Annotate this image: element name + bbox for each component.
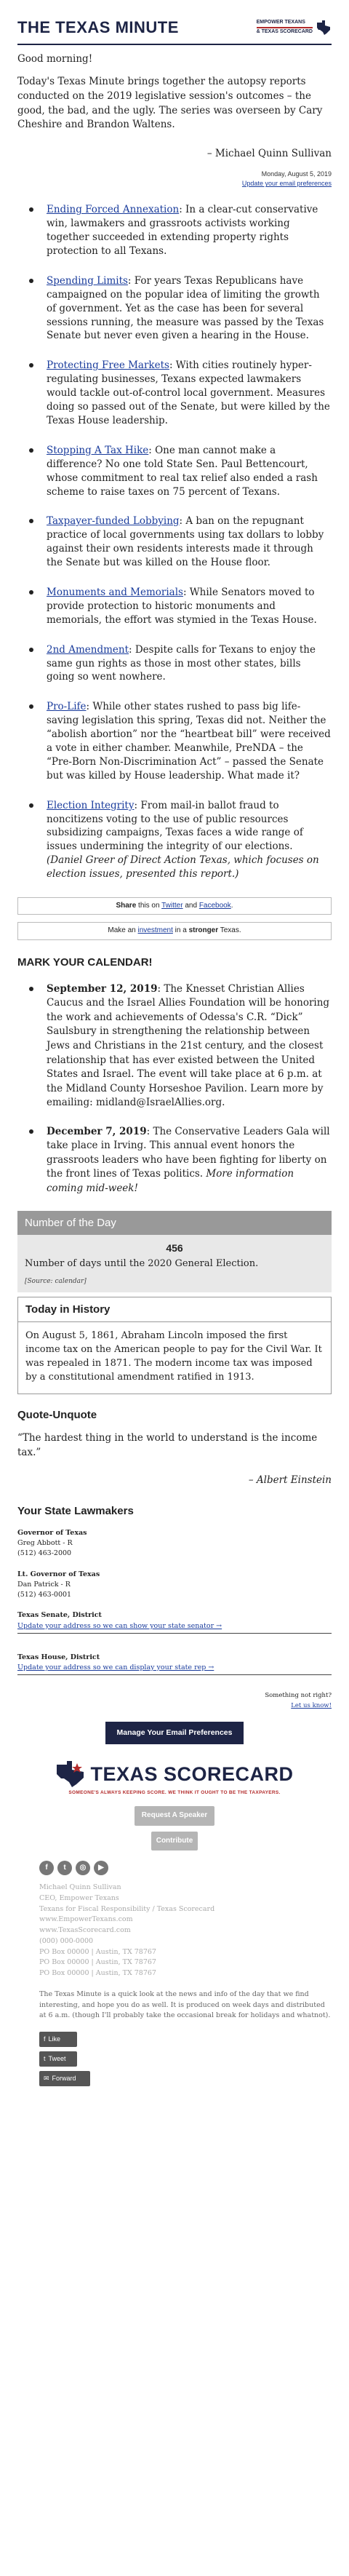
forward-button[interactable] bbox=[39, 2071, 90, 2086]
invest-mid: in a bbox=[172, 926, 189, 935]
greeting: Good morning! bbox=[17, 52, 93, 65]
intro bbox=[0, 45, 349, 188]
senate-title: Texas Senate, District bbox=[17, 1611, 102, 1620]
house-divider bbox=[17, 1674, 332, 1675]
today-in-history bbox=[17, 1297, 332, 1394]
calendar-events bbox=[17, 982, 332, 1196]
contact-line: Michael Quinn Sullivan bbox=[39, 1883, 121, 1892]
facebook-icon[interactable]: f bbox=[39, 1861, 54, 1875]
twitter-icon[interactable]: t bbox=[57, 1861, 72, 1875]
brand-wordmark: TEXAS SCORECARD bbox=[90, 1762, 294, 1785]
news-item bbox=[17, 514, 332, 570]
manage-preferences-button[interactable]: Manage Your Email Preferences bbox=[105, 1722, 244, 1744]
event-date: September 12, 2019 bbox=[47, 982, 158, 995]
texas-map-icon bbox=[55, 1760, 86, 1788]
bullet-icon bbox=[29, 648, 33, 652]
news-item-text: : For years Texas Republicans have campaigned on the popular idea of limiting the growth of government. Yet as the case has been for several sessions running, the measure was passed by the Texas Senate but never even given a hearing in the House. bbox=[47, 274, 324, 342]
invest-box bbox=[17, 922, 332, 940]
texas-map-icon bbox=[316, 20, 332, 36]
intro-body: Today's Texas Minute brings together the autopsy reports conducted on the 2019 legislative session's outcomes – the good, the bad, and the ugly. The series was overseen by Cary Cheshire and Brandon Waltens. bbox=[17, 76, 323, 131]
news-item-link[interactable]: 2nd Amendment bbox=[47, 643, 129, 656]
governor-block bbox=[17, 1528, 332, 1559]
house-update-link[interactable]: Update your address so we can display your state rep → bbox=[17, 1663, 214, 1672]
lt-governor-title: Lt. Governor of Texas bbox=[17, 1570, 100, 1578]
contact-line: Texans for Fiscal Responsibility / Texas Scorecard bbox=[39, 1904, 215, 1913]
lt-governor-block bbox=[17, 1570, 332, 1601]
about-blurb: The Texas Minute is a quick look at the news and info of the day that we find interesting, and hope you do as well. It is produced on week days and distributed at 6 a.m. (though I'll probably take the occasional break for holidays and whatnot). bbox=[39, 1989, 331, 2020]
twitter-link[interactable]: Twitter bbox=[161, 901, 183, 910]
news-item-link[interactable]: Protecting Free Markets bbox=[47, 359, 169, 372]
event-note: More information coming mid-week! bbox=[47, 1168, 294, 1195]
bullet-icon bbox=[29, 1129, 33, 1134]
invest-pre: Make an bbox=[108, 926, 138, 935]
tweet-label: Tweet bbox=[48, 2055, 66, 2062]
share-and: and bbox=[182, 901, 199, 910]
history-text: On August 5, 1861, Abraham Lincoln imposed the first income tax on the American people to pay for the Civil War. It was repealed in 1871. The modern income tax was imposed by a constitutional amendment ratified in 1913. bbox=[25, 1330, 322, 1383]
logo-line-1: EMPOWER TEXANS bbox=[256, 20, 305, 25]
social-icons bbox=[0, 1850, 349, 1875]
news-item-text: : From mail-in ballot fraud to noncitizens voting to the use of public resources subsidizing campaigns, Texas faces a wide range of issues undermining the integrity of our elections. bbox=[47, 799, 303, 853]
governor-phone: (512) 463-2000 bbox=[17, 1549, 72, 1558]
invest-bold: stronger bbox=[188, 926, 219, 935]
email-preferences-link[interactable]: Update your email preferences bbox=[241, 180, 332, 188]
news-item bbox=[17, 586, 332, 627]
contact-line: www.TexasScorecard.com bbox=[39, 1926, 131, 1935]
news-item-text: : Despite calls for Texans to enjoy the same gun rights as those in most other states, bills going so went nowhere. bbox=[47, 643, 316, 683]
news-item-text: : While other states rushed to pass big life-saving legislation this spring, Texas did not. Neither the “abolish abortion” nor the “heartbeat bill” were received a vote in either chamber. Meanwhile, PreNDA – the “Pre-Born Non-Discrimination Act” – passed the Senate but was killed by House leadership. What made it? bbox=[47, 701, 331, 782]
news-item-note: (Daniel Greer of Direct Action Texas, which focuses on election issues, presented this report.) bbox=[47, 854, 319, 880]
share-box bbox=[17, 897, 332, 915]
newsletter-title: THE TEXAS MINUTE bbox=[17, 18, 179, 36]
contact-line: PO Box 00000 | Austin, TX 78767 bbox=[39, 1947, 156, 1956]
contact-line: www.EmpowerTexans.com bbox=[39, 1915, 133, 1924]
issue-date: Monday, August 5, 2019 bbox=[261, 170, 332, 178]
house-title: Texas House, District bbox=[17, 1653, 100, 1661]
contact-line: CEO, Empower Texans bbox=[39, 1894, 119, 1903]
news-item-link[interactable]: Spending Limits bbox=[47, 274, 128, 287]
lt-governor-phone: (512) 463-0001 bbox=[17, 1591, 72, 1599]
news-item-link[interactable]: Pro-Life bbox=[47, 701, 87, 713]
number-of-the-day bbox=[17, 1211, 332, 1292]
masthead bbox=[17, 0, 332, 45]
news-item-link[interactable]: Election Integrity bbox=[47, 799, 135, 811]
twitter-icon: t bbox=[44, 2055, 46, 2062]
calendar-heading: MARK YOUR CALENDAR! bbox=[17, 955, 153, 969]
bullet-icon bbox=[29, 987, 33, 991]
feedback-link[interactable]: Let us know! bbox=[291, 1701, 332, 1709]
calendar-event bbox=[17, 1125, 332, 1196]
bullet-icon bbox=[29, 448, 33, 453]
news-item bbox=[17, 700, 332, 782]
senate-update-link[interactable]: Update your address so we can show your state senator → bbox=[17, 1621, 222, 1630]
share-text: this on bbox=[136, 901, 162, 910]
senate-divider bbox=[17, 1633, 332, 1634]
quote-author: – Albert Einstein bbox=[248, 1474, 332, 1486]
lt-governor-name: Dan Patrick - R bbox=[17, 1580, 71, 1589]
calendar-section bbox=[0, 940, 349, 1196]
logo-line-2: & TEXAS SCORECARD bbox=[256, 29, 313, 35]
notd-heading: Number of the Day bbox=[17, 1211, 332, 1236]
contact-line: PO Box 00000 | Austin, TX 78767 bbox=[39, 1969, 156, 1978]
news-item bbox=[17, 799, 332, 881]
event-text: : The Conservative Leaders Gala will take place in Irving. This annual event honors the grassroots leaders who have been fighting for liberty on the front lines of Texas politics. bbox=[47, 1125, 330, 1180]
bullet-icon bbox=[29, 279, 33, 283]
news-item-text: : With cities routinely hyper-regulating businesses, Texans expected lawmakers would tackle out-of-control local government. Measures doing so passed out of the Senate, but were killed by the Texas House leadership. bbox=[47, 359, 330, 426]
news-item bbox=[17, 203, 332, 258]
house-block bbox=[17, 1653, 332, 1676]
news-item-text: : A ban on the repugnant practice of local governments using tax dollars to lobby against their own residents interests made it through the Senate but was killed on the House floor. bbox=[47, 515, 324, 569]
like-label: Like bbox=[48, 2035, 61, 2043]
news-item bbox=[17, 643, 332, 685]
governor-title: Governor of Texas bbox=[17, 1528, 87, 1537]
signature: – Michael Quinn Sullivan bbox=[206, 147, 332, 159]
notd-number: 456 bbox=[166, 1242, 183, 1255]
governor-name: Greg Abbott - R bbox=[17, 1539, 73, 1548]
notd-source: [Source: calendar] bbox=[25, 1277, 87, 1285]
contact-line: (000) 000-0000 bbox=[39, 1936, 94, 1945]
investment-link[interactable]: investment bbox=[137, 926, 173, 935]
news-item-link[interactable]: Monuments and Memorials bbox=[47, 586, 183, 598]
share-buttons bbox=[0, 2022, 349, 2086]
brand-tagline: SOMEONE'S ALWAYS KEEPING SCORE. WE THINK IT OUGHT TO BE THE TAXPAYERS. bbox=[68, 1789, 281, 1795]
feedback-note bbox=[0, 1685, 349, 1711]
event-date: December 7, 2019 bbox=[47, 1125, 147, 1137]
quote-text: “The hardest thing in the world to understand is the income tax.” bbox=[17, 1432, 318, 1458]
news-item-link[interactable]: Taxpayer-funded Lobbying bbox=[47, 515, 180, 528]
news-items bbox=[0, 188, 349, 881]
contribute-button[interactable]: Contribute bbox=[151, 1832, 198, 1851]
quote-heading: Quote-Unquote bbox=[17, 1408, 97, 1421]
bullet-icon bbox=[29, 519, 33, 523]
bullet-icon bbox=[29, 704, 33, 709]
instagram-icon[interactable]: ◎ bbox=[76, 1861, 90, 1875]
bullet-icon bbox=[29, 803, 33, 808]
facebook-link[interactable]: Facebook bbox=[198, 901, 231, 910]
event-text: : The Knesset Christian Allies Caucus and the Israel Allies Foundation will be honoring the work and achievements of Odessa's C.R. “Dick” Saulsbury in strengthening the relationship between Jews and Christians in the 21st century, and the closest relationship that has ever existed between the United States and Israel. The event will take place at 6 p.m. at the Midland County Horseshoe Pavilion. Learn more by emailing: midland@IsraelAllies.org. bbox=[47, 982, 330, 1109]
news-item-text: : One man cannot make a difference? No one told State Sen. Paul Bettencourt, whose commitment to real tax relief also ended a rash scheme to raise taxes on 75 percent of Texans. bbox=[47, 444, 318, 498]
youtube-icon[interactable]: ▶ bbox=[94, 1861, 108, 1875]
texas-scorecard-logo[interactable] bbox=[0, 1760, 349, 1789]
contact-info bbox=[0, 1875, 349, 1979]
news-item bbox=[17, 444, 332, 499]
tweet-button[interactable] bbox=[39, 2051, 77, 2067]
senate-block bbox=[17, 1610, 332, 1634]
envelope-icon: ✉ bbox=[44, 2075, 49, 2083]
news-item-text: : In a clear-cut conservative win, lawmakers and grassroots activists working together succeeded in extending property rights protection to all Texans. bbox=[47, 204, 318, 258]
news-item bbox=[17, 274, 332, 343]
share-label: Share bbox=[116, 901, 137, 910]
bullet-icon bbox=[29, 590, 33, 595]
news-item bbox=[17, 359, 332, 427]
empower-texans-logo[interactable] bbox=[257, 19, 332, 36]
news-item-text: : While Senators moved to provide protection to historic monuments and memorials, the effort was stymied in the Texas House. bbox=[47, 586, 317, 626]
facebook-icon: f bbox=[44, 2035, 46, 2043]
request-speaker-button[interactable]: Request A Speaker bbox=[135, 1806, 214, 1826]
lawmakers-heading: Your State Lawmakers bbox=[17, 1505, 134, 1518]
history-heading: Today in History bbox=[18, 1297, 331, 1323]
quote-section bbox=[0, 1394, 349, 1487]
lawmakers-section bbox=[0, 1487, 349, 1675]
notd-text: Number of days until the 2020 General Election. bbox=[25, 1257, 259, 1269]
feedback-question: Something not right? bbox=[265, 1692, 332, 1700]
bullet-icon bbox=[29, 363, 33, 367]
contact-line: PO Box 00000 | Austin, TX 78767 bbox=[39, 1958, 156, 1967]
dateline bbox=[17, 170, 332, 188]
bullet-icon bbox=[29, 207, 33, 212]
share-end: . bbox=[230, 901, 233, 910]
news-item-link[interactable]: Ending Forced Annexation bbox=[47, 204, 180, 216]
calendar-event bbox=[17, 982, 332, 1110]
news-item-link[interactable]: Stopping A Tax Hike bbox=[47, 444, 149, 456]
forward-label: Forward bbox=[52, 2075, 76, 2083]
invest-end: Texas. bbox=[218, 926, 241, 935]
facebook-like-button[interactable] bbox=[39, 2032, 77, 2047]
